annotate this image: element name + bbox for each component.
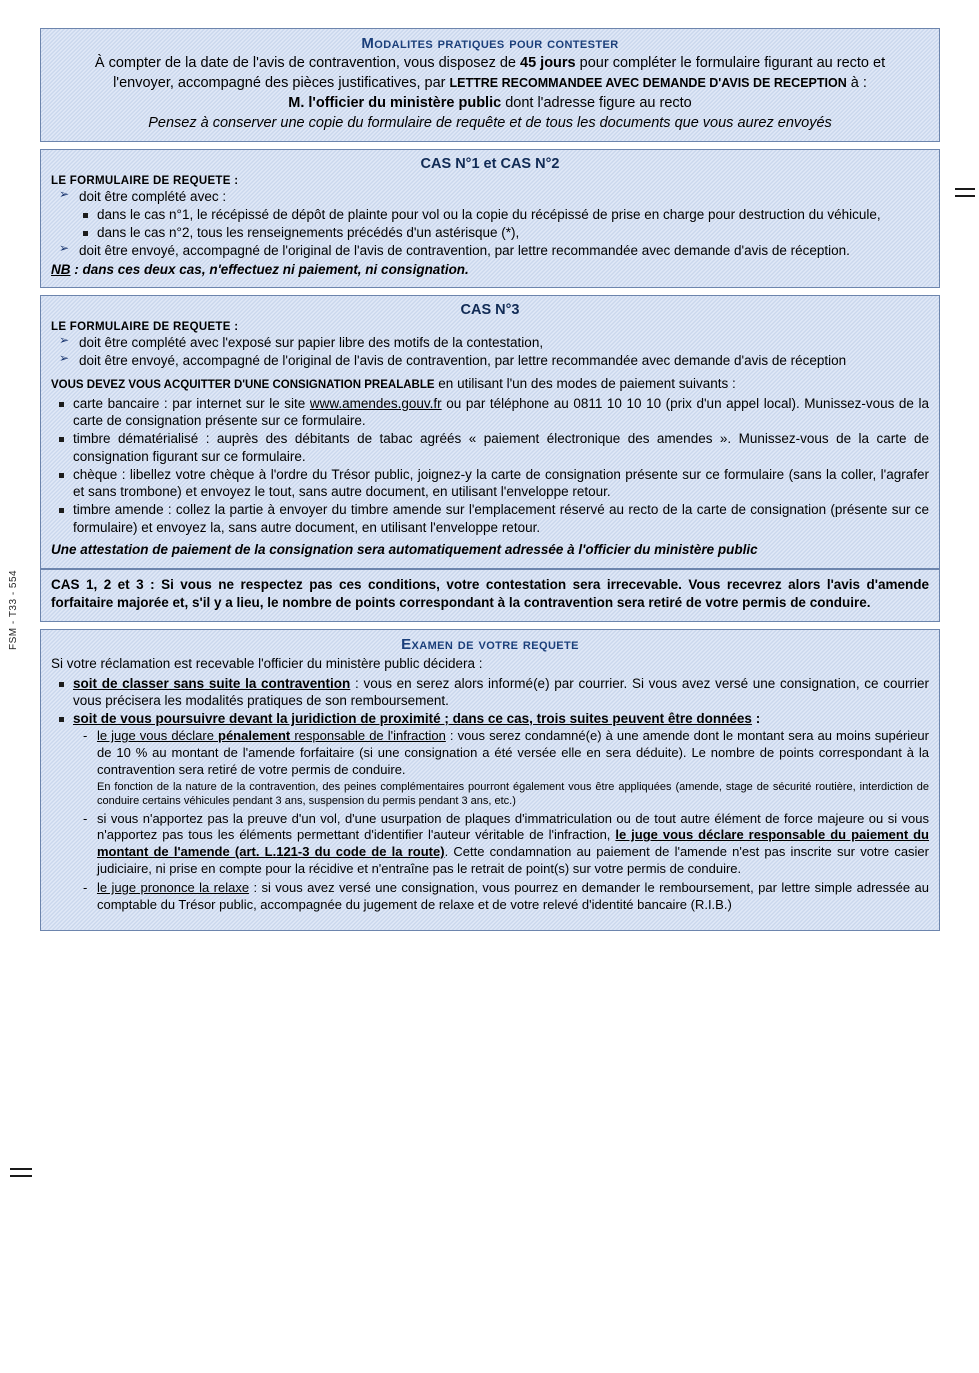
suite-2-pre: si vous n'apportez pas la preuve d'un vol, d'une usurpation de plaques d'immatriculation ou de tout autre élément de force majeure ou si vous n'apportez pas tous les éléments permettant d'identifier l'auteur véritable de l'infraction, [97,810,929,843]
modalites-delai: 45 jours [520,55,576,71]
list-item [73,880,929,914]
panel-examen-requete [40,629,940,931]
suite-1-rest: : vous serez condamné(e) à une amende dont le montant sera au moins supérieur de 10 % au montant de l'amende forfaitaire (si une consignation a été versée elle en sera déduite). Le nombre de points correspondant à la contravention sera retiré de votre permis de conduire. [97,728,929,778]
list-item: ➢ doit être complété avec l'exposé sur papier libre des motifs de la contestation, [51,334,929,351]
examen-suites [73,728,929,914]
panel-title-modalites: Modalites pratiques pour contester [361,35,619,52]
suite-2-article: le juge vous déclare responsable du paiement du montant de l'amende (art. L.121-3 du code de la route) [97,827,929,860]
cas12-sublist [51,206,929,242]
cas12-list-2 [51,242,929,259]
list-item: ➢ doit être envoyé, accompagné de l'original de l'avis de contravention, par lettre recommandée avec demande d'avis de réception [51,352,929,369]
modalites-line2-c: à : [846,75,867,92]
nb-label: NB [51,261,71,277]
list-item: dans le cas n°2, tous les renseignements précédés d'un astérisque (*), [51,224,929,241]
option-classer-rest: : vous en serez alors informé(e) par courrier. Si vous avez versé une consignation, ce courrier vous précisera les modalités pratiques de son remboursement. [73,675,929,708]
side-reference-label: FSM - T33 - 554 [8,569,19,650]
suite-juge-declare: le juge vous déclare [97,728,219,744]
cas12-list [51,188,929,205]
modalites-line1-c: pour compléter le formulaire figurant au recto et [575,55,886,71]
nb-text: : dans ces deux cas, n'effectuez ni paiement, ni consignation. [70,261,469,277]
modalites-line-1 [51,54,929,72]
modalites-destinataire: M. l'officier du ministère public [288,95,502,112]
suite-penalement: pénalement [218,728,291,744]
avertissement-text: CAS 1, 2 et 3 : Si vous ne respectez pas ces conditions, votre contestation sera irrecevable. Vous recevrez alors l'avis d'amende forfaitaire majorée et, s'il y a lieu, le nombre de points correspondant à la contravention sera retiré de votre permis de conduire. [51,577,929,610]
modalites-lettre-recommandee: LETTRE RECOMMANDEE AVEC DEMANDE D'AVIS DE RECEPTION [449,76,847,91]
examen-options [51,675,929,728]
suite-2-post: . Cette condamnation au paiement de l'amende n'est pas inscrite sur votre casier judiciaire, ni prise en compte pour la récidive et n'entraîne pas le retrait de point(s) sur votre permis de conduire. [97,844,929,877]
list-item: ➢ doit être complété avec : [51,188,929,205]
list-item [73,728,929,808]
option-poursuivre: soit de vous poursuivre devant la juridiction de proximité ; dans ce cas, trois suites peuvent être données [73,711,752,727]
consignation-lead: VOUS DEVEZ VOUS ACQUITTER D'UNE CONSIGNATION PREALABLE [51,379,435,392]
amendes-gouv-link[interactable]: www.amendes.gouv.fr [309,395,442,411]
scan-mark-left [10,1168,32,1182]
list-item [73,811,929,879]
list-item: chèque : libellez votre chèque à l'ordre du Trésor public, joignez-y la carte de consignation présente sur ce formulaire (sans la coller, l'agrafer et sans trombone) et envoyez le tout, sans autre document, en utilisant l'enveloppe retour. [51,466,929,501]
payment-cb-pre: carte bancaire : par internet sur le site [73,395,310,411]
cas3-consignation-lead-line [51,375,929,393]
cas12-nb [51,262,929,277]
list-item [51,710,929,727]
list-item: timbre dématérialisé : auprès des débitants de tabac agréés « paiement électronique des amendes ». Munissez-vous de la carte de consignation figurant sur ce formulaire. [51,430,929,465]
suite-3-relaxe: le juge prononce la relaxe [97,880,250,896]
list-item [51,675,929,710]
modalites-line-2 [51,74,929,92]
examen-intro: Si votre réclamation est recevable l'officier du ministère public décidera : [51,656,483,672]
panel-title-cas-1-2: CAS N°1 et CAS N°2 [420,155,560,172]
list-item: ➢ doit être envoyé, accompagné de l'original de l'avis de contravention, par lettre recommandée avec demande d'avis de réception. [51,242,929,259]
cas3-payment-list [51,395,929,536]
modalites-line-4: Pensez à conserver une copie du formulaire de requête et de tous les documents que vous aurez envoyés [148,115,832,132]
modalites-line2-a: l'envoyer, accompagné des pièces justificatives, par [113,75,450,92]
modalites-line3-b: dont l'adresse figure au recto [501,95,692,112]
panel-title-cas-3: CAS N°3 [460,301,520,318]
panel-modalites-pratiques [40,28,940,142]
modalites-line-3 [51,94,929,112]
panel-cas-3 [40,295,940,570]
modalites-line1-a: À compter de la date de l'avis de contravention, vous disposez de [94,55,521,71]
list-item: dans le cas n°1, le récépissé de dépôt de plainte pour vol ou la copie du récépissé de prise en charge pour destruction du véhicule, [51,206,929,223]
panel-cas-1-et-2 [40,149,940,288]
suite-responsable-infraction: responsable de l'infraction [290,728,446,744]
payment-cb-post: ou par téléphone au 0811 10 10 10 (prix d'un appel local). Munissez-vous de la carte de consignation présente sur ce formulaire. [73,395,929,429]
list-item [51,395,929,430]
option-poursuivre-rest: : [751,711,761,727]
cas12-formulaire-lead: LE FORMULAIRE DE REQUETE : [51,174,239,187]
consignation-rest: en utilisant l'un des modes de paiement suivants : [434,376,736,392]
scan-mark-right [955,188,975,202]
panel-title-examen: Examen de votre requete [401,636,579,654]
panel-avertissement-cas-1-2-3 [40,569,940,622]
cas3-formulaire-lead: LE FORMULAIRE DE REQUETE : [51,320,239,333]
cas3-attestation: Une attestation de paiement de la consignation sera automatiquement adressée à l'officier du ministère public [51,541,758,557]
cas3-list [51,334,929,370]
content-blocks [40,28,940,938]
option-classer-sans-suite: soit de classer sans suite la contravention [73,675,351,691]
suite-1-note: En fonction de la nature de la contravention, des peines complémentaires pourront également vous être appliquées (amende, stage de sécurité routière, interdiction de conduire certains véhicules pendant 3 ans, suspension du permis pendant 3 ans, etc.) [97,781,929,807]
list-item: timbre amende : collez la partie à envoyer du timbre amende sur l'emplacement réservé au recto de la carte de consignation (présente sur ce formulaire) et envoyez la, sans autre document, en utilisant l'enveloppe retour. [51,501,929,536]
suite-3-rest: : si vous avez versé une consignation, vous pourrez en demander le remboursement, par lettre simple adressée au comptable du Trésor public, accompagnée du jugement de relaxe et de votre relevé d'identité bancaire (R.I.B.) [97,880,929,912]
